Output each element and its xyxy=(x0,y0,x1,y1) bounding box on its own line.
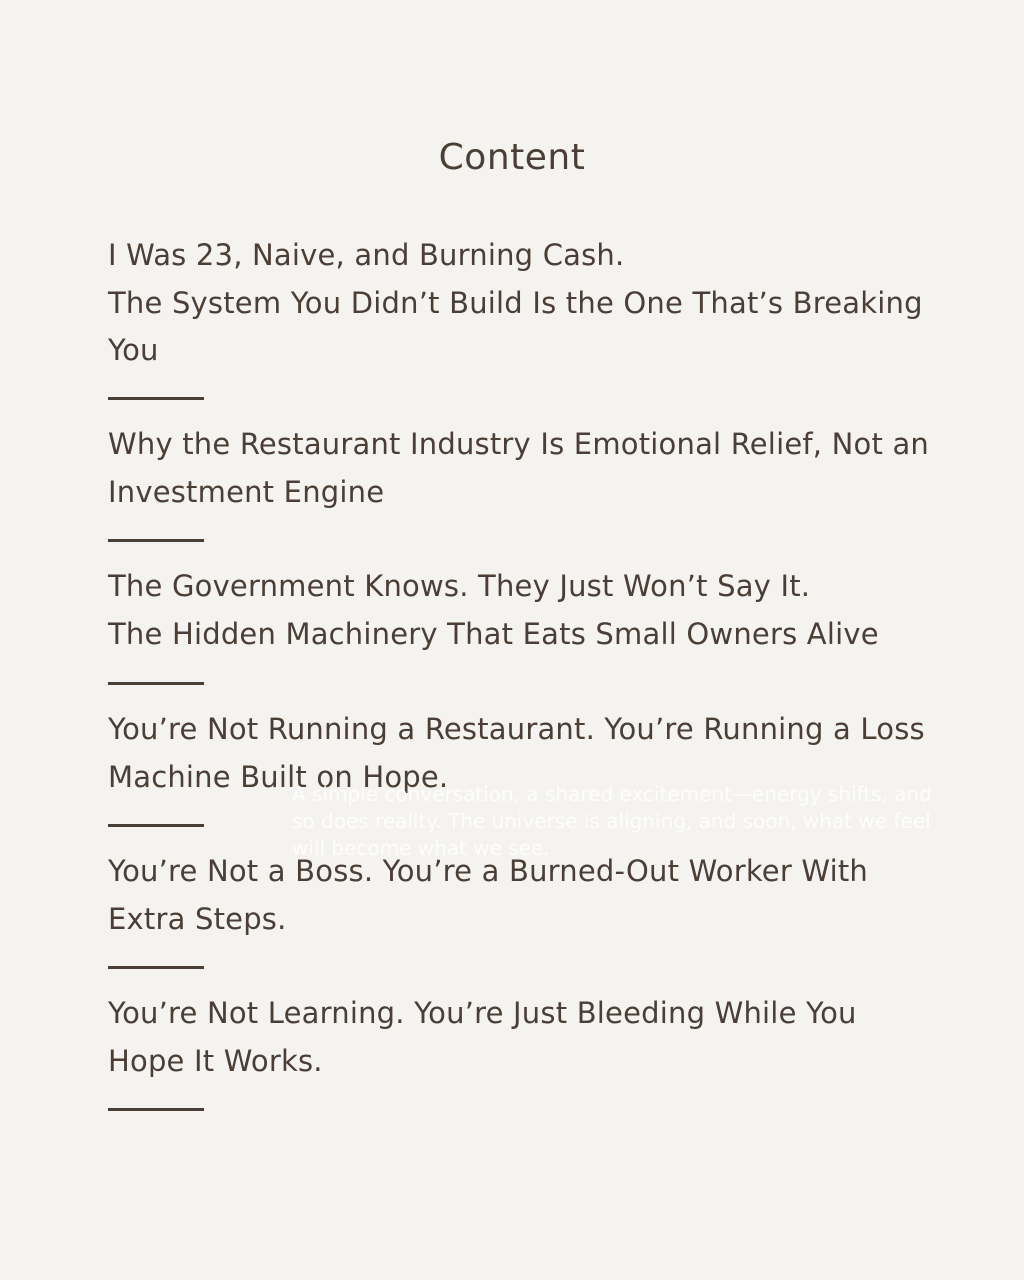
entry-line: The Government Knows. They Just Won’t Say It. xyxy=(108,569,811,603)
divider xyxy=(108,966,204,969)
entry-line: Extra Steps. xyxy=(108,901,287,936)
contents-entry xyxy=(108,848,928,943)
entry-line: The Hidden Machinery That Eats Small Owners Alive xyxy=(108,616,879,651)
contents-entry xyxy=(108,421,928,516)
divider xyxy=(108,397,204,400)
page-title: Content xyxy=(438,137,586,178)
divider xyxy=(108,824,204,827)
entry-line: I Was 23, Naive, and Burning Cash. xyxy=(108,238,625,272)
divider xyxy=(108,539,204,542)
divider xyxy=(108,682,204,685)
overlay-caption: A simple conversation, a shared excitement—energy shifts, and so does reality. The universe is aligning, and soon, what we feel will become what we see. xyxy=(292,782,932,860)
contents-entry xyxy=(108,232,928,375)
divider xyxy=(108,1108,204,1111)
entry-line: You’re Not Learning. You’re Just Bleeding While You xyxy=(108,996,857,1030)
entry-line: You xyxy=(108,333,159,367)
entry-line: Why the Restaurant Industry Is Emotional Relief, Not an xyxy=(108,427,929,461)
entry-line: You’re Not Running a Restaurant. You’re Running a Loss xyxy=(108,712,925,746)
entry-line: Investment Engine xyxy=(108,474,385,509)
contents-entry xyxy=(108,563,928,658)
entry-line: You’re Not a Boss. You’re a Burned-Out Worker With xyxy=(108,854,869,888)
contents-entry xyxy=(108,990,928,1085)
contents-entry xyxy=(108,706,928,801)
entry-line: Hope It Works. xyxy=(108,1043,323,1078)
entry-line: Machine Built on Hope. xyxy=(108,759,449,794)
entry-line: The System You Didn’t Build Is the One That’s Breaking xyxy=(108,285,923,320)
